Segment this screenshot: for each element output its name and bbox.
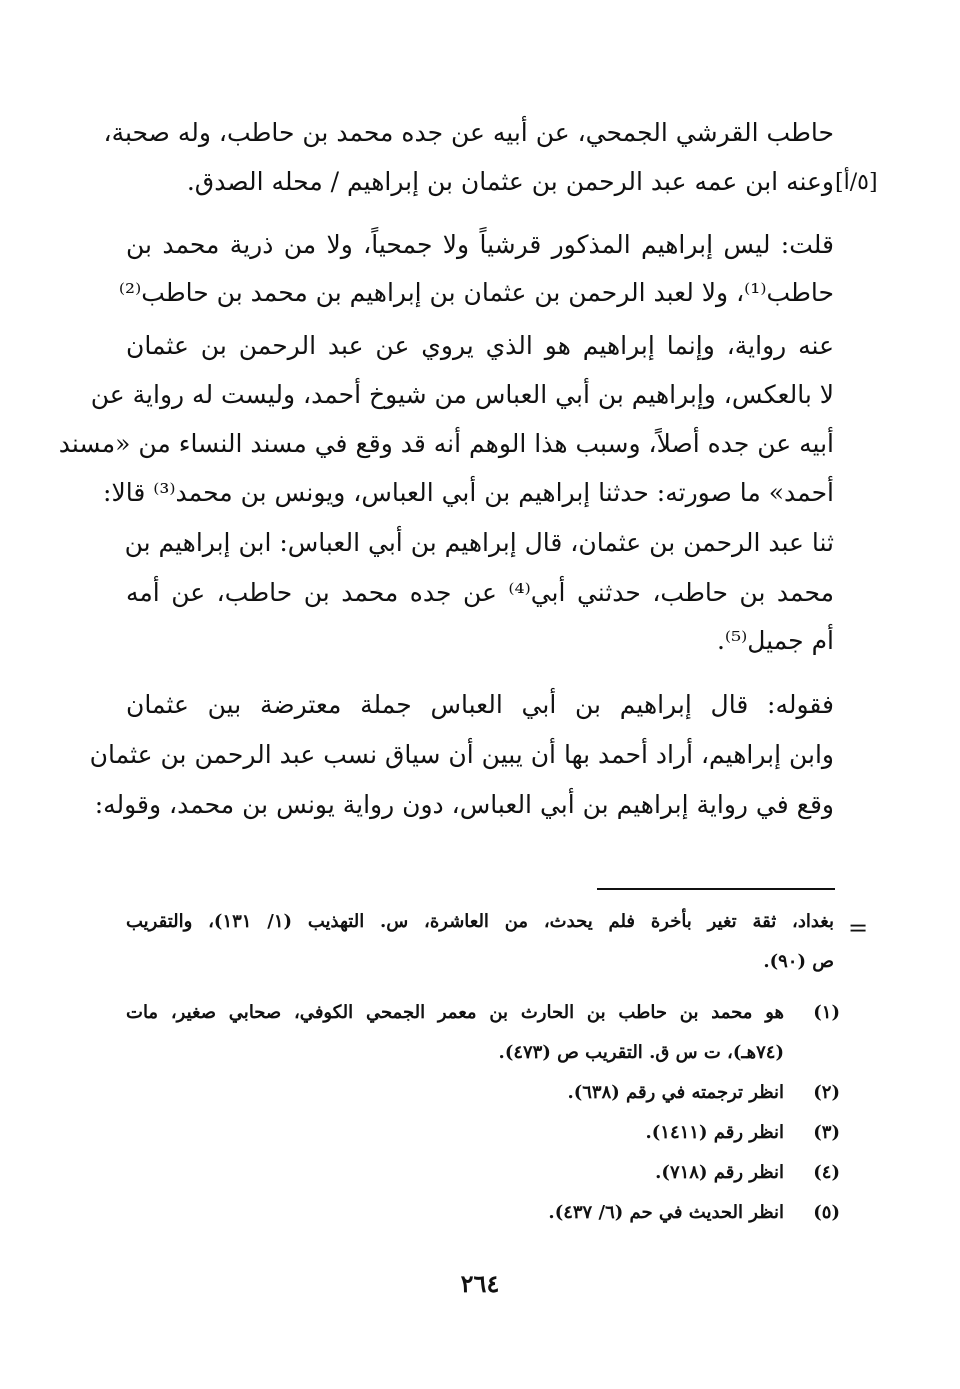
footnote-number: (٢) [813, 1082, 840, 1103]
footnote-text-line: انظر ترجمته في رقم (٦٣٨). [567, 1082, 784, 1103]
body-text-line: أحمد» ما صورته: حدثنا إبراهيم بن أبي العباس، ويونس بن محمد⁽³⁾ قالا: [103, 478, 834, 507]
footnote-text-line: (٧٤هـ)، ت س ق. التقريب ص (٤٧٣). [498, 1042, 784, 1063]
body-text-line: أم جميل⁽⁵⁾. [716, 626, 834, 655]
footnote-text-line: انظر رقم (١٤١١). [645, 1122, 784, 1143]
body-text-line: عنه رواية، وإنما إبراهيم هو الذي يروي عن عبد الرحمن بن عثمان [126, 331, 834, 360]
footnote-number: (١) [813, 1002, 840, 1023]
continuation-mark: = [848, 914, 869, 942]
body-text-line: أبيه عن جده أصلاً، وسبب هذا الوهم أنه قد وقع في مسند النساء من «مسند [58, 429, 834, 458]
body-text-line: حاطب⁽¹⁾، ولا لعبد الرحمن بن عثمان بن إبراهيم بن محمد بن حاطب⁽²⁾ [118, 278, 834, 307]
footnote-separator [597, 888, 835, 890]
footnote-number: (٣) [813, 1122, 840, 1143]
footnote-number: (٥) [813, 1202, 840, 1223]
footnote-number: (٤) [813, 1162, 840, 1183]
manuscript-folio-marker: [٥/أ] [835, 170, 878, 195]
body-text-line: لا بالعكس، وإبراهيم بن أبي العباس من شيوخ أحمد، وليست له رواية عن [90, 380, 834, 409]
footnote-text-line: بغداد، ثقة تغير بأخرة فلم يحدث، من العاشرة، س. التهذيب (١/ ١٣١)، والتقريب [126, 911, 834, 932]
footnote-text-line: هو محمد بن حاطب بن الحارث بن معمر الجمحي الكوفي، صحابي صغير، مات [126, 1002, 784, 1023]
body-text-line: قلت: ليس إبراهيم المذكور قرشياً ولا جمحياً، ولا من ذرية محمد بن [126, 230, 834, 259]
body-text-line: ثنا عبد الرحمن بن عثمان، قال إبراهيم بن أبي العباس: ابن إبراهيم بن [124, 528, 834, 557]
footnote-text-line: ص (٩٠). [763, 951, 834, 972]
body-text-line: وابن إبراهيم، أراد أحمد بها أن يبين أن سياق نسب عبد الرحمن بن عثمان [89, 740, 834, 769]
body-text-line: حاطب القرشي الجمحي، عن أبيه عن جده محمد بن حاطب، وله صحبة، [103, 118, 834, 147]
page-number: ٢٦٤ [460, 1269, 500, 1298]
footnote-text-line: انظر رقم (٧١٨). [655, 1162, 784, 1183]
body-text-line: فقوله: قال إبراهيم بن أبي العباس جملة معترضة بين عثمان [126, 690, 834, 719]
footnote-text-line: انظر الحديث في حم (٦/ ٤٣٧). [548, 1202, 784, 1223]
body-text-line: وقع في رواية إبراهيم بن أبي العباس، دون رواية يونس بن محمد، وقوله: [94, 790, 834, 819]
body-text-line: وعنه ابن عمه عبد الرحمن بن عثمان بن إبراهيم / محله الصدق. [186, 167, 834, 196]
body-text-line: محمد بن حاطب، حدثني أبي⁽⁴⁾ عن جده محمد بن حاطب، عن أمه [126, 578, 835, 607]
